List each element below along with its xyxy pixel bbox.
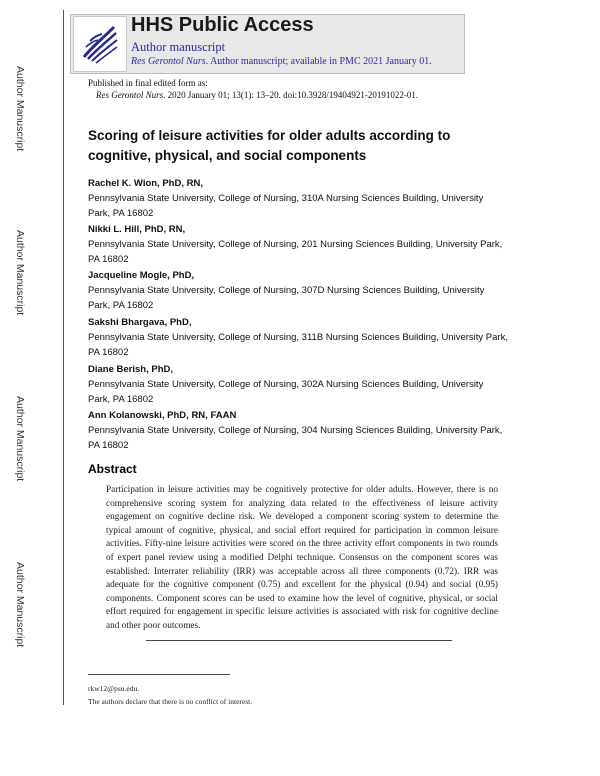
author-affiliation: Pennsylvania State University, College of Nursing, 310A Nursing Sciences Building, University Park, PA 16802 (88, 193, 484, 219)
section-divider (146, 640, 452, 641)
sidebar-label-1: Author Manuscript (14, 66, 26, 152)
footnote-conflict: The authors declare that there is no conflict of interest. (88, 697, 253, 706)
author-affiliation: Pennsylvania State University, College of Nursing, 201 Nursing Sciences Building, University Park, PA 16802 (88, 239, 503, 265)
footnote-divider (88, 674, 230, 675)
margin-divider (63, 10, 64, 705)
header-journal: Res Gerontol Nurs (131, 56, 206, 67)
author-affiliation: Pennsylvania State University, College of Nursing, 302A Nursing Sciences Building, University Park, PA 16802 (88, 379, 484, 405)
author-name: Jacqueline Mogle, PhD, (88, 270, 195, 281)
header-subtitle: Author manuscript (131, 40, 226, 54)
author-block (88, 362, 508, 407)
header-citation (131, 56, 432, 67)
sidebar-label-4: Author Manuscript (14, 562, 26, 648)
abstract-body: Participation in leisure activities may be cognitively protective for older adults. However, there is no comprehensive scoring system for analyzing data related to the effectiveness of leisure activity engagement on cognitive decline risk. We developed a component scoring system to determine the typical amount of cognitive, physical, and social effort required for participation in common leisure activities. Fifty-nine leisure activities were scored on the three activity effort components in two rounds of expert panel review using a modified Delphi technique. Consensus on the component scores was established. Interrater reliability (IRR) was acceptable across all three components (0.72). IRR was adequate for the cognitive component (0.75) and excellent for the physical (0.94) and social (0.95) components. Component scores can be used to examine how the level of cognitive, physical, or social effort required for engagement in specific leisure activities is associated with risk for cognitive decline and other poor outcomes. (106, 485, 498, 631)
header-citation-text: . Author manuscript; available in PMC 2021 January 01. (205, 56, 432, 67)
hhs-logo (73, 16, 127, 72)
author-block (88, 268, 508, 313)
author-affiliation: Pennsylvania State University, College of Nursing, 307D Nursing Sciences Building, University Park, PA 16802 (88, 285, 485, 311)
author-affiliation: Pennsylvania State University, College of Nursing, 311B Nursing Sciences Building, University Park, PA 16802 (88, 332, 508, 358)
author-name: Nikki L. Hill, PhD, RN, (88, 224, 186, 235)
author-block (88, 408, 508, 453)
author-name: Diane Berish, PhD, (88, 364, 173, 375)
author-block (88, 315, 508, 360)
author-name: Ann Kolanowski, PhD, RN, FAAN (88, 410, 237, 421)
footnote-email: rkw12@psu.edu. (88, 684, 140, 693)
sidebar-label-3: Author Manuscript (14, 396, 26, 482)
author-affiliation: Pennsylvania State University, College of Nursing, 304 Nursing Sciences Building, University Park, PA 16802 (88, 425, 503, 451)
article-title: Scoring of leisure activities for older adults according to cognitive, physical, and social components (88, 128, 451, 163)
header-title: HHS Public Access (131, 14, 314, 36)
author-block (88, 222, 508, 267)
hhs-eagle-icon (74, 17, 126, 71)
author-name: Rachel K. Wion, PhD, RN, (88, 178, 203, 189)
published-journal: Res Gerontol Nurs (96, 90, 164, 100)
abstract-heading: Abstract (88, 462, 137, 476)
author-block (88, 176, 508, 221)
published-details: . 2020 January 01; 13(1): 13–20. doi:10.3928/19404921-20191022-01. (163, 90, 419, 100)
published-citation (96, 90, 418, 100)
sidebar-label-2: Author Manuscript (14, 230, 26, 316)
author-name: Sakshi Bhargava, PhD, (88, 317, 192, 328)
published-label: Published in final edited form as: (88, 78, 208, 88)
